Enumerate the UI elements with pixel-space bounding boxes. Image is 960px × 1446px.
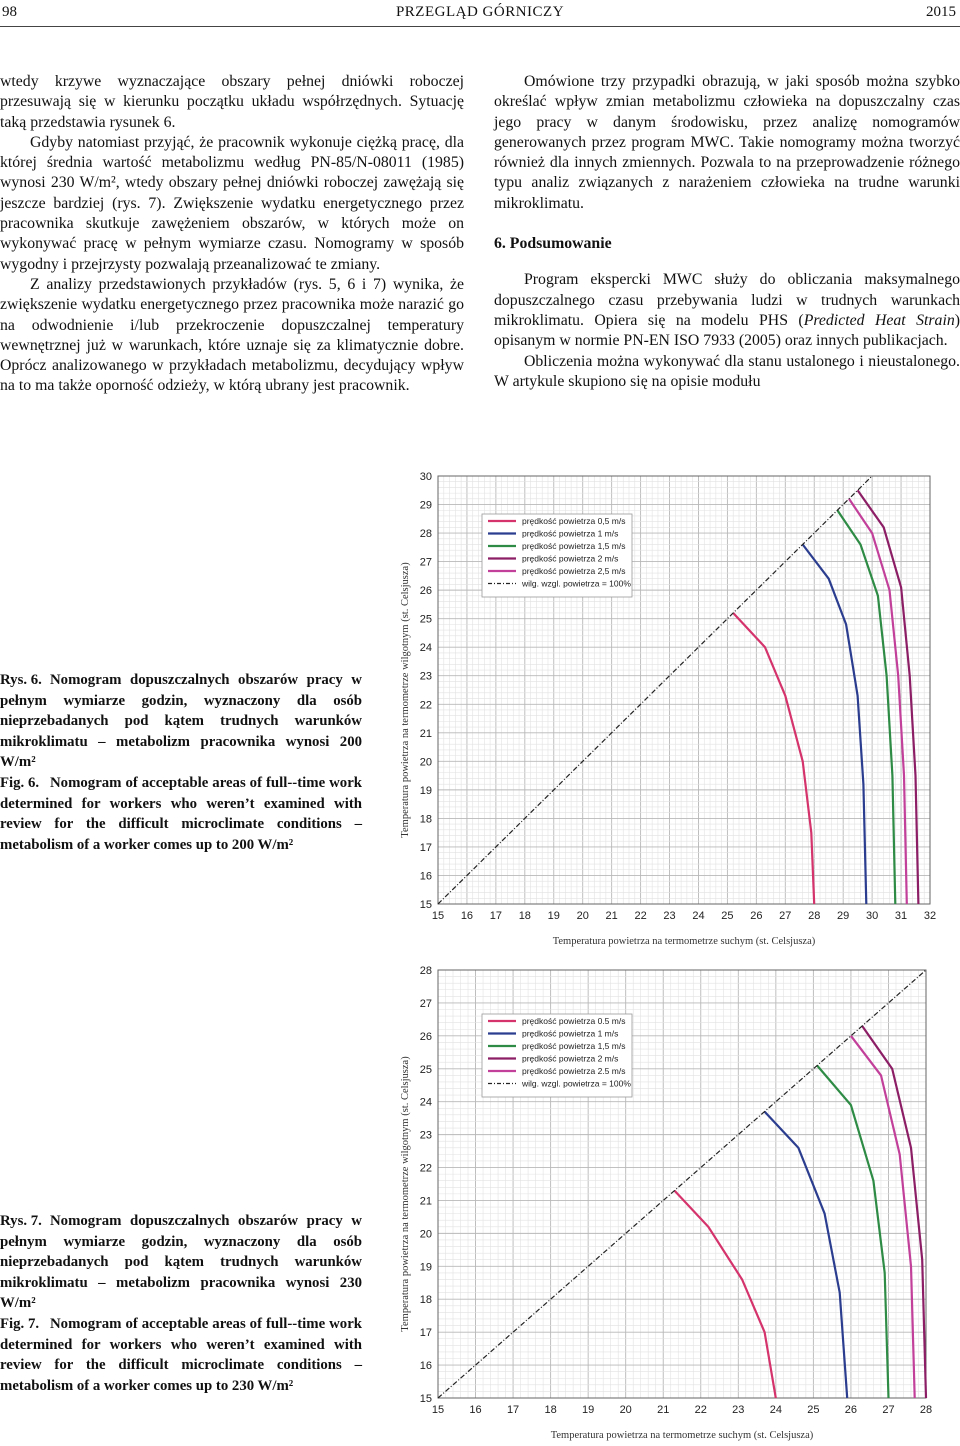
x-tick-label: 15 <box>431 1404 445 1416</box>
x-tick-label: 25 <box>807 1404 820 1416</box>
x-tick-label: 18 <box>544 1404 557 1416</box>
x-tick-label: 31 <box>894 910 908 922</box>
y-tick-label: 30 <box>419 471 432 483</box>
y-tick-label: 20 <box>419 1228 432 1241</box>
x-tick-label: 24 <box>692 910 705 922</box>
x-tick-label: 15 <box>431 910 445 922</box>
x-tick-label: 27 <box>882 1404 895 1416</box>
caption-label: Rys. 7. <box>0 1213 42 1229</box>
y-tick-label: 23 <box>419 670 432 683</box>
x-axis-label: Temperatura powietrza na termometrze suchym (st. Celsjusza) <box>550 1430 814 1441</box>
paragraph: Obliczenia można wykonywać dla stanu ustalonego i nieustalonego. W artykule skupiono się na opisie modułu <box>494 352 960 390</box>
caption-en <box>0 773 362 855</box>
x-tick-label: 16 <box>469 1404 482 1416</box>
y-tick-label: 24 <box>419 1096 432 1109</box>
x-tick-label: 23 <box>732 1404 745 1416</box>
journal-title: PRZEGLĄD GÓRNICZY <box>395 4 565 20</box>
x-tick-label: 26 <box>750 910 763 922</box>
y-tick-label: 28 <box>419 528 432 541</box>
chart-svg <box>390 958 960 1446</box>
y-tick-label: 18 <box>419 813 432 826</box>
y-tick-label: 24 <box>419 642 432 655</box>
figure-caption-6 <box>0 670 362 855</box>
caption-text: Nomogram dopuszczalnych obszarów pracy w pełnym wymiarze godzin, wyznaczony dla osób nieprzebadanych pod kątem trudnych warunków mikroklimatu – metabolizm pracownika wynosi 230 W/m² <box>0 1213 362 1312</box>
x-tick-label: 16 <box>460 910 474 922</box>
x-tick-label: 30 <box>865 910 879 922</box>
y-tick-label: 27 <box>419 997 432 1010</box>
y-tick-label: 19 <box>419 784 432 797</box>
legend-entry: prędkość powietrza 2 m/s <box>522 1053 619 1064</box>
y-tick-label: 29 <box>419 499 432 512</box>
journal-year: 2015 <box>926 4 956 20</box>
y-tick-label: 25 <box>419 1063 432 1076</box>
legend-entry: prędkość powietrza 1,5 m/s <box>522 1041 626 1051</box>
caption-pl <box>0 670 362 773</box>
y-tick-label: 21 <box>419 727 432 740</box>
x-axis-label: Temperatura powietrza na termometrze suchym (st. Celsjusza) <box>552 936 816 947</box>
y-tick-label: 20 <box>419 756 432 769</box>
y-tick-label: 26 <box>419 585 432 598</box>
y-axis-label: Temperatura powietrza na termometrze wilgotnym (st. Celsjusza) <box>400 562 411 838</box>
text-span: Program ekspercki MWC służy do obliczania maksymalnego dopuszczalnego czasu przebywania ludzi w trudnych warunkach mikroklimatu. Opiera się na modelu PHS ( <box>494 271 960 329</box>
x-tick-label: 28 <box>919 1404 933 1416</box>
caption-text: Nomogram of acceptable areas of full--time work determined for workers who weren’t examined with review for the difficult microclimate conditions – metabolism of a worker comes up to 230 W/m² <box>0 1315 362 1394</box>
nomogram-chart-7 <box>390 958 960 1446</box>
paragraph: Omówione trzy przypadki obrazują, w jaki sposób można szybko określać wpływ zmian metabolizmu człowieka na dopuszczalny czas jego pracy w danym środowisku, przez analizę nomogramów generowanych przez program MWC. Takie nomogramy można tworzyć również dla innych zmiennych. Pozwala to na przeprowadzenie różnego typu analiz związanych z narażeniem człowieka na trudne warunki mikroklimatu. <box>494 73 960 212</box>
x-tick-label: 22 <box>694 1404 707 1416</box>
nomogram-chart-6 <box>390 462 960 952</box>
caption-pl <box>0 1211 362 1314</box>
right-text-column <box>494 72 960 392</box>
chart-svg <box>390 462 960 952</box>
x-tick-label: 17 <box>489 910 503 922</box>
legend-entry: wilg. wzgl. powietrza = 100% <box>522 578 631 589</box>
x-tick-label: 27 <box>779 910 792 922</box>
y-tick-label: 27 <box>419 556 432 569</box>
figure-caption-7 <box>0 1211 362 1396</box>
x-tick-label: 25 <box>721 910 734 922</box>
x-tick-label: 24 <box>769 1404 782 1416</box>
x-tick-label: 21 <box>657 1404 670 1416</box>
y-tick-label: 22 <box>419 699 432 712</box>
caption-label: Fig. 6. <box>0 774 40 791</box>
y-tick-label: 21 <box>419 1195 432 1208</box>
legend-entry: prędkość powietrza 1,5 m/s <box>522 541 626 551</box>
legend-entry: prędkość powietrza 2 m/s <box>522 553 619 564</box>
x-tick-label: 22 <box>634 910 647 922</box>
y-tick-label: 26 <box>419 1030 432 1043</box>
x-tick-label: 20 <box>576 910 589 922</box>
caption-label: Rys. 6. <box>0 672 42 688</box>
y-axis-label: Temperatura powietrza na termometrze wilgotnym (st. Celsjusza) <box>400 1056 411 1332</box>
x-tick-label: 21 <box>605 910 618 922</box>
caption-text: Nomogram of acceptable areas of full--time work determined for workers who weren’t examined with review for the difficult microclimate conditions – metabolism of a worker comes up to 200 W/m² <box>0 774 362 853</box>
text-span: ) opisanym w normie PN-EN ISO 7933 (2005) oraz innych publikacjach. <box>494 311 960 350</box>
y-tick-label: 17 <box>419 841 432 854</box>
legend-entry: prędkość powietrza 0,5 m/s <box>522 516 626 526</box>
caption-text: Nomogram dopuszczalnych obszarów pracy w pełnym wymiarze godzin, wyznaczony dla osób nieprzebadanych pod kątem trudnych warunków mikroklimatu – metabolizm pracownika wynosi 200 W/m² <box>0 672 362 771</box>
x-tick-label: 23 <box>663 910 676 922</box>
paragraph: Gdyby natomiast przyjąć, że pracownik wykonuje ciężką pracę, dla której średnia wartość metabolizmu według PN-85/N-08011 (1985) wynosi 230 W/m², wtedy obszary pełnej dniówki roboczej zawężają się jeszcze bardziej (rys. 7). Zwiększenie wydatku energetycznego przez pracownika skutkuje zawężeniem obszarów, w których może on wykonywać pracę w pełnym wymiarze czasu. Nomogramy w sposób wygodny i przejrzysty pozwalają przeanalizować te zmiany. <box>0 133 464 273</box>
series-line <box>851 1036 915 1398</box>
y-tick-label: 22 <box>419 1162 432 1175</box>
paragraph: wtedy krzywe wyznaczające obszary pełnej dniówki roboczej przesuwają się w kierunku początku układu współrzędnych. Sytuację taką przedstawia rysunek 6. <box>0 73 464 131</box>
legend-entry: prędkość powietrza 1 m/s <box>522 1028 619 1039</box>
caption-label: Fig. 7. <box>0 1315 40 1332</box>
y-tick-label: 17 <box>419 1327 432 1340</box>
y-tick-label: 28 <box>419 965 432 977</box>
x-tick-label: 19 <box>547 910 560 922</box>
section-heading: 6. Podsumowanie <box>494 235 612 253</box>
x-tick-label: 19 <box>582 1404 595 1416</box>
x-tick-label: 18 <box>518 910 531 922</box>
italic-term: Predicted Heat Strain <box>803 311 955 329</box>
y-tick-label: 18 <box>419 1294 432 1307</box>
y-tick-label: 25 <box>419 613 432 626</box>
y-tick-label: 15 <box>419 899 432 911</box>
paragraph: Z analizy przedstawionych przykładów (rys. 5, 6 i 7) wynika, że zwiększenie wydatku energetycznego przez pracownika może narazić go na odwodnienie i/lub przekroczenie dopuszczalnej temperatury wewnętrznej już w warunkach, które uznaje się za klimatycznie dobre. Oprócz analizowanego w przykładach metabolizmu, decydujący wpływ na to ma także oporność odzieży, w którą ubrany jest pracownik. <box>0 275 464 395</box>
header-rule <box>0 26 960 27</box>
y-tick-label: 15 <box>419 1393 432 1405</box>
legend-entry: prędkość powietrza 2.5 m/s <box>522 1066 626 1076</box>
legend-entry: prędkość powietrza 0.5 m/s <box>522 1016 626 1026</box>
page-header <box>0 4 960 26</box>
y-tick-label: 16 <box>419 870 432 883</box>
left-text-column <box>0 72 464 397</box>
legend-entry: wilg. wzgl. powietrza = 100% <box>522 1078 631 1089</box>
x-tick-label: 17 <box>506 1404 520 1416</box>
caption-en <box>0 1314 362 1396</box>
page-number: 98 <box>2 4 17 20</box>
x-tick-label: 32 <box>923 910 937 922</box>
paragraph <box>494 270 960 351</box>
legend-entry: prędkość powietrza 2,5 m/s <box>522 566 626 576</box>
x-tick-label: 29 <box>837 910 850 922</box>
y-tick-label: 19 <box>419 1261 432 1274</box>
y-tick-label: 16 <box>419 1360 432 1373</box>
legend-entry: prędkość powietrza 1 m/s <box>522 528 619 539</box>
x-tick-label: 20 <box>619 1404 632 1416</box>
x-tick-label: 26 <box>844 1404 858 1416</box>
x-tick-label: 28 <box>808 910 821 922</box>
y-tick-label: 23 <box>419 1129 432 1142</box>
